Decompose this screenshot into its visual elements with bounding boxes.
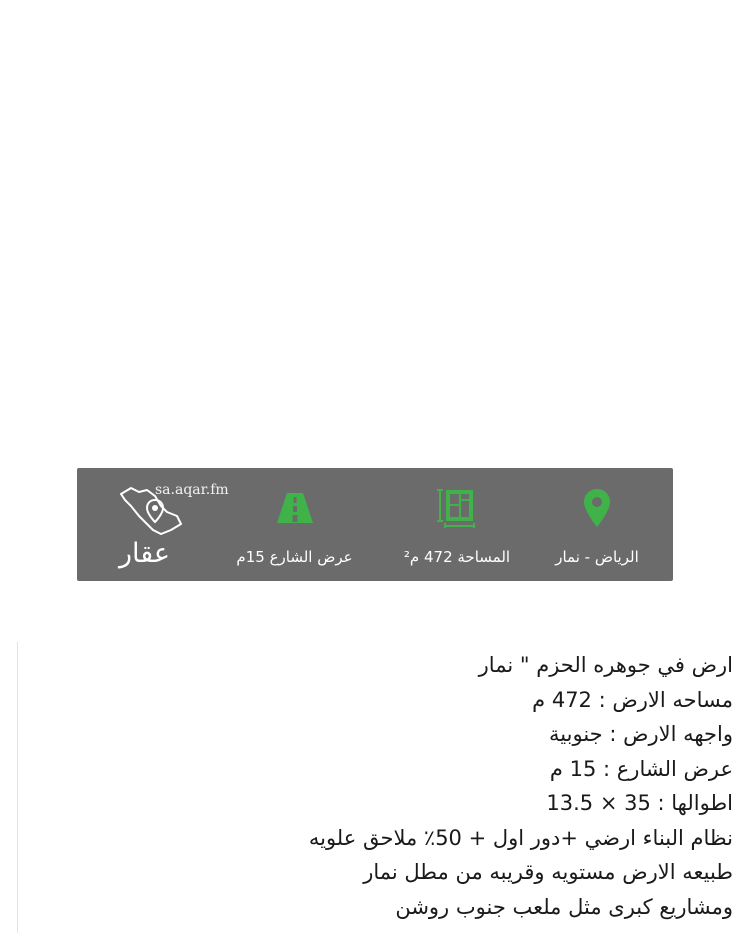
location-info — [532, 468, 662, 581]
description-line: اطوالها : 35 × 13.5 — [546, 791, 733, 815]
location-pin-icon — [583, 488, 611, 528]
brand-url: sa.aqar.fm — [155, 482, 229, 498]
description-line: ومشاريع كبرى مثل ملعب جنوب روشن — [395, 894, 733, 919]
description-line: ارض في جوهره الحزم " نمار — [478, 653, 733, 677]
area-info — [382, 468, 532, 581]
listing-info-bar — [77, 468, 673, 581]
street-width-info — [227, 468, 362, 581]
divider — [17, 642, 18, 933]
area-label: المساحة 472 م² — [403, 548, 511, 566]
listing-description — [173, 648, 733, 924]
street-width-label: عرض الشارع 15م — [236, 548, 353, 566]
description-line: واجهه الارض : جنوبية — [549, 722, 733, 746]
description-line: نظام البناء ارضي +دور اول + 50٪ ملاحق علويه — [308, 825, 733, 850]
brand-name: عقار — [119, 538, 171, 569]
aqar-brand — [107, 476, 237, 576]
description-line: طبيعه الارض مستويه وقريبه من مطل نمار — [363, 860, 733, 884]
description-line: مساحه الارض : 472 م — [532, 687, 733, 712]
area-measure-icon — [437, 488, 477, 528]
location-label: الرياض - نمار — [555, 548, 639, 566]
description-line: عرض الشارع : 15 م — [549, 756, 733, 781]
road-icon — [276, 488, 314, 528]
